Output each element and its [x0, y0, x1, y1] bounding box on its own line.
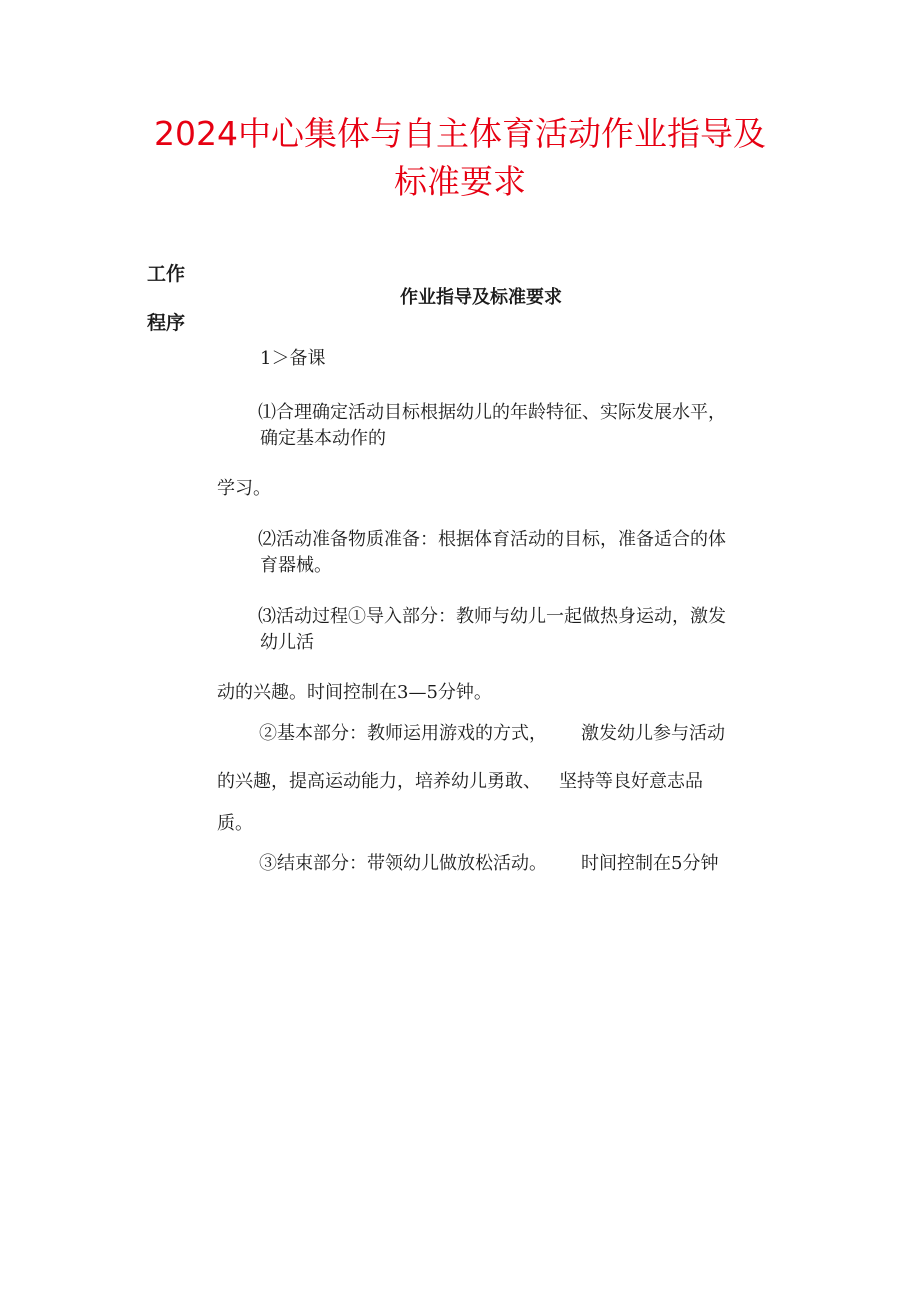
- item3-line1: ⑶活动过程①导入部分：教师与幼儿一起做热身运动，激发: [258, 606, 726, 627]
- item3-line3: 动的兴趣。时间控制在3—5分钟。: [217, 682, 492, 703]
- basic-part-line2: [217, 769, 703, 795]
- item1-line1: ⑴合理确定活动目标根据幼儿的年龄特征、实际发展水平，: [258, 402, 726, 423]
- basic-part-text-d: 坚持等良好意志品: [559, 771, 703, 792]
- item1-line3: 学习。: [217, 478, 271, 499]
- basic-part-text-b: 激发幼儿参与活动: [581, 723, 725, 744]
- basic-part-line1: [259, 721, 725, 747]
- work-label-line1: 工作: [147, 263, 186, 285]
- basic-part-line3: 质。: [217, 813, 253, 834]
- end-part-text-b: 时间控制在5分钟: [581, 853, 719, 874]
- end-part-line: [259, 851, 718, 877]
- section-prep-lessons: 1＞备课: [260, 348, 326, 369]
- work-label-line2: 程序: [147, 312, 186, 334]
- item2-line2: 育器械。: [260, 555, 332, 576]
- item3-line2: 幼儿活: [260, 632, 314, 653]
- basic-part-text-c: 的兴趣，提高运动能力，培养幼儿勇敢、: [217, 771, 541, 792]
- document-title-line1: 2024中心集体与自主体育活动作业指导及: [154, 114, 766, 153]
- item1-line2: 确定基本动作的: [260, 428, 386, 449]
- section-heading: 作业指导及标准要求: [400, 287, 562, 308]
- basic-part-text-a: ②基本部分：教师运用游戏的方式，: [259, 723, 547, 744]
- document-title-line2: 标准要求: [394, 162, 526, 201]
- end-part-text-a: ③结束部分：带领幼儿做放松活动。: [259, 853, 547, 874]
- item2-line1: ⑵活动准备物质准备：根据体育活动的目标，准备适合的体: [258, 529, 726, 550]
